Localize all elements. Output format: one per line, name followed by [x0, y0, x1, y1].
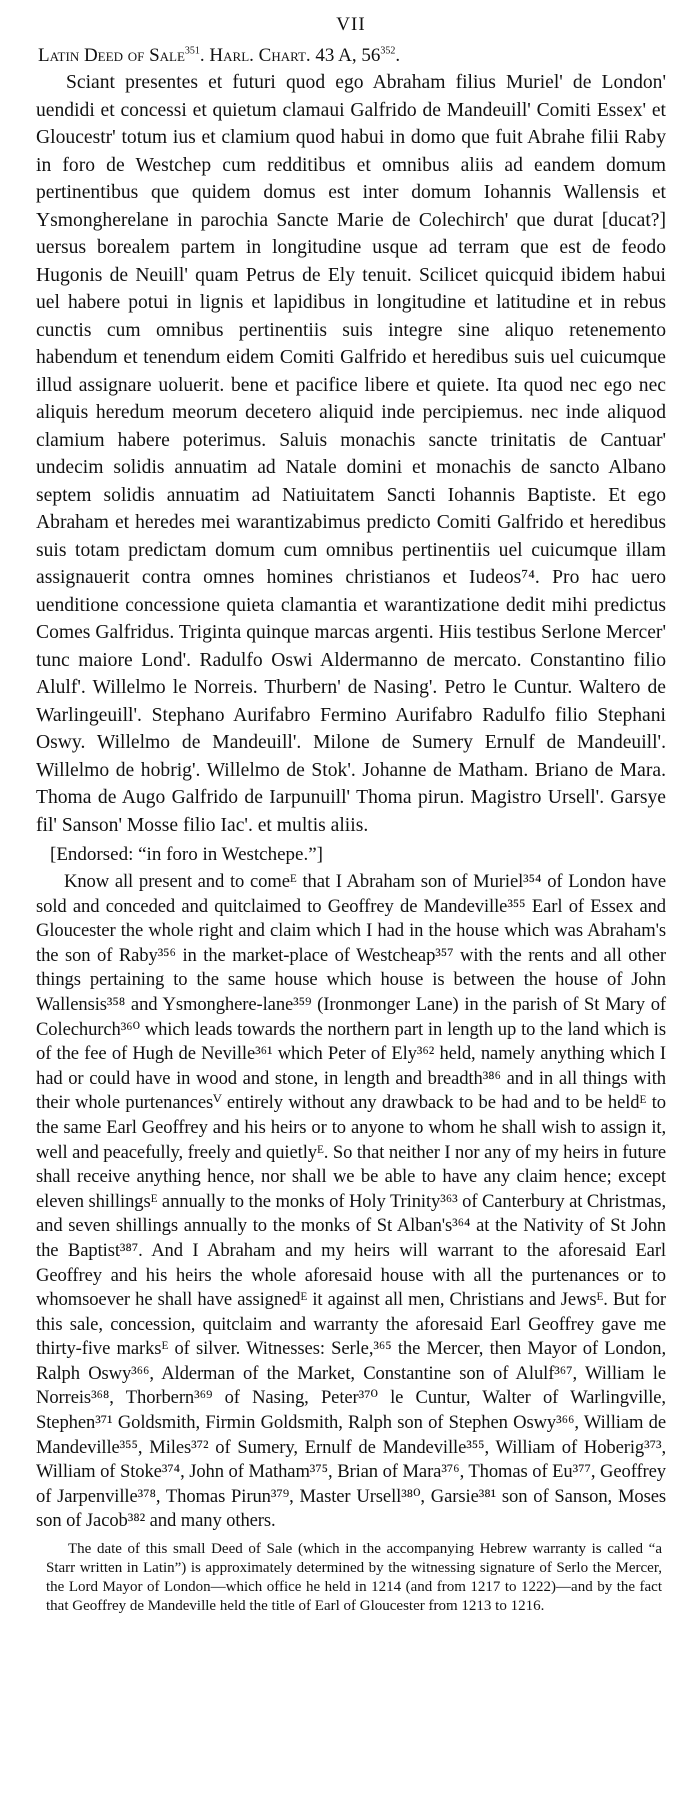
page-numeral: VII	[336, 14, 366, 35]
heading-period: .	[395, 45, 401, 66]
heading-title: Latin Deed of Sale	[38, 45, 185, 66]
heading-footnote-ref: 352	[380, 45, 396, 57]
date-note: The date of this small Deed of Sale (which in the accompanying Hebrew warranty is called “a Starr written in Latin”) is approximately determined by the witnessing signature of Serlo the Mercer, the Lord Mayor of London—which office he held in 1214 (and from 1217 to 1222)—and by the fact that Geoffrey de Mandeville held the title of Earl of Gloucester from 1213 to 1216.	[46, 1541, 662, 1615]
endorsement-note: [Endorsed: “in foro in Westchepe.”]	[50, 844, 323, 865]
heading-footnote-ref: 351	[184, 45, 200, 57]
english-translation-text: Know all present and to comeᴱ that I Abraham son of Muriel³⁵⁴ of London have sold and conceded and quitclaimed to Geoffrey de Mandeville³⁵⁵ Earl of Essex and Gloucester the whole right and claim which I had in the house which was Abraham's the son of Raby³⁵⁶ in the market-place of Westcheap³⁵⁷ with the rents and all other things pertaining to the same house which house is between the house of John Wallensis³⁵⁸ and Ysmonghere-lane³⁵⁹ (Ironmonger Lane) in the parish of St Mary of Colechurch³⁶⁰ which leads towards the northern part in length up to the land which is of the fee of Hugh de Neville³⁶¹ which Peter of Ely³⁶² held, namely anything which I had or could have in wood and stone, in length and breadth³⁸⁶ and in all things with their whole purtenancesⱽ entirely without any drawback to be had and to be heldᴱ to the same Earl Geoffrey and his heirs or to anyone to whom he shall wish to assign it, well and peacefully, freely and quietlyᴱ. So that neither I nor any of my heirs in future shall receive anything hence, nor shall we be able to have any claim hence; except eleven shillingsᴱ annually to the monks of Holy Trinity³⁶³ of Canterbury at Christmas, and seven shillings annually to the monks of St Alban's³⁶⁴ at the Nativity of St John the Baptist³⁸⁷. And I Abraham and my heirs will warrant to the aforesaid Earl Geoffrey and his heirs the whole aforesaid house with all the purtenances or to whomsoever he shall have assignedᴱ it against all men, Christians and Jewsᴱ. But for this sale, concession, quitclaim and warranty the aforesaid Earl Geoffrey gave me thirty-five marksᴱ of silver. Witnesses: Serle,³⁶⁵ the Mercer, then Mayor of London, Ralph Oswy³⁶⁶, Alderman of the Market, Constantine son of Alulf³⁶⁷, William le Norreis³⁶⁸, Thorbern³⁶⁹ of Nasing, Peter³⁷⁰ le Cuntur, Walter of Warlingville, Stephen³⁷¹ Goldsmith, Firmin Goldsmith, Ralph son of Stephen Oswy³⁶⁶, William de Mandeville³⁵⁵, Miles³⁷² of Sumery, Ernulf de Mandeville³⁵⁵, William of Hoberig³⁷³, William of Stoke³⁷⁴, John of Matham³⁷⁵, Brian of Mara³⁷⁶, Thomas of Eu³⁷⁷, Geoffrey of Jarpenville³⁷⁸, Thomas Pirun³⁷⁹, Master Ursell³⁸⁰, Garsie³⁸¹ son of Sanson, Moses son of Jacob³⁸² and many others.	[36, 871, 666, 1532]
section-heading	[36, 42, 666, 69]
heading-reference: . Harl. Chart. 43 A, 56	[199, 45, 381, 66]
latin-deed-text: Sciant presentes et futuri quod ego Abraham filius Muriel' de London' uendidi et concessi et quietum clamaui Galfrido de Mandeuill' Comiti Essex' et Gloucestr' totum ius et clamium quod habui in domo que fuit Abrahe filii Raby in foro de Westchep cum redditibus et omnibus aliis ad eandem domum pertinentibus que quidem domus est inter domum Iohannis Wallensis et Ysmongherelane in parochia Sancte Marie de Colechirch' que durat [ducat?] uersus borealem partem in longitudine usque ad terram que est de feodo Hugonis de Neuill' quam Petrus de Ely tenuit. Scilicet quicquid ibidem habui uel habere potui in lignis et lapidibus in longitudine et latitudine et in rebus cunctis cum omnibus pertinentiis suis integre sine aliquo retenemento habendum et tenendum eidem Comiti Galfrido et heredibus suis uel cuicumque illud assignare uoluerit. bene et pacifice libere et quiete. Ita quod nec ego nec aliquis heredum meorum decetero aliquid inde percipiemus. nec inde aliquod clamium habere poterimus. Saluis monachis sancte trinitatis de Cantuar' undecim solidis annuatim ad Natale domini et monachis de sancto Albano septem solidis annuatim ad Natiuitatem Sancti Iohannis Baptiste. Et ego Abraham et heredes mei warantizabimus predicto Comiti Galfrido et heredibus suis totam predictam domum cum omnibus pertinentiis uel cuicumque illam assignauerit contra omnes homines christianos et Iudeos⁷⁴. Pro hac uero uenditione concessione quieta clamantia et warantizatione dedit mihi predictus Comes Galfridus. Triginta quinque marcas argenti. Hiis testibus Serlone Mercer' tunc maiore Lond'. Radulfo Oswi Aldermanno de mercato. Constantino filio Alulf'. Willelmo le Norreis. Thurbern' de Nasing'. Petro le Cuntur. Waltero de Warlingeuill'. Stephano Aurifabro Fermino Aurifabro Radulfo filio Stephani Oswy. Willelmo de Mandeuill'. Milone de Sumery Ernulf de Mandeuill'. Willelmo de hobrig'. Willelmo de Stok'. Johanne de Matham. Briano de Mara. Thoma de Augo Galfrido de Iarpunuill' Thoma pirun. Magistro Ursell'. Garsye fil' Sanson' Mosse filio Iac'. et multis aliis.	[36, 72, 666, 836]
